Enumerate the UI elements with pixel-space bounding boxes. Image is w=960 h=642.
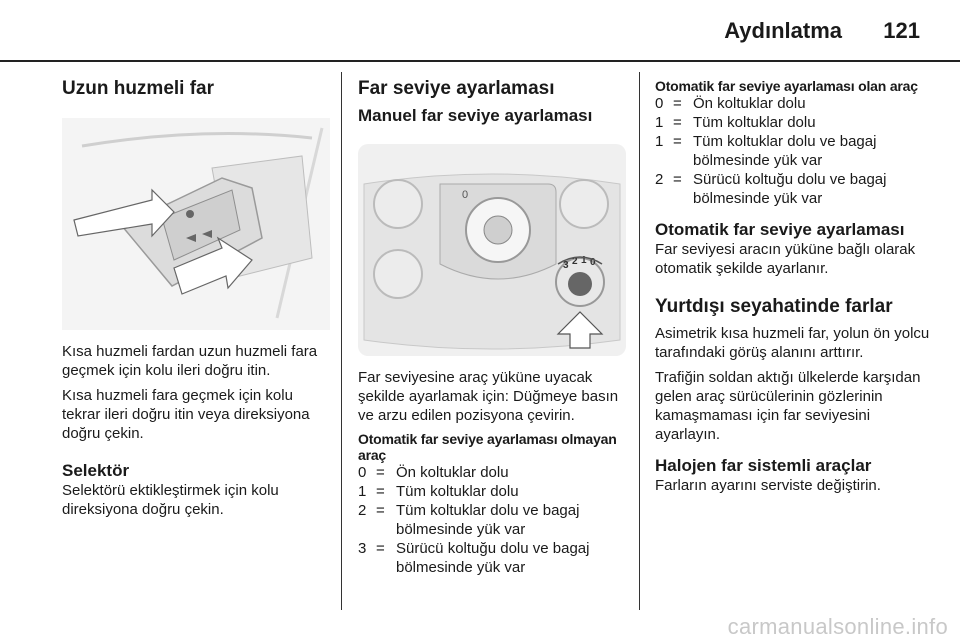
- dial-label-3: 3: [563, 260, 569, 271]
- running-title: Aydınlatma: [724, 18, 842, 43]
- legend-title-no-auto: Otomatik far seviye ayarlaması olmayan araç: [358, 431, 617, 463]
- legend-text: Sürücü koltuğu dolu ve bagaj bölmesinde yük var: [693, 171, 887, 207]
- switch-zero-label: 0: [462, 189, 469, 201]
- dial-label-2: 2: [572, 256, 578, 267]
- halogen-para: Farların ayarını serviste değiştirin.: [655, 477, 881, 494]
- legend-text: Tüm koltuklar dolu: [693, 114, 816, 131]
- column-divider-2: [639, 72, 640, 610]
- legend-text: Ön koltuklar dolu: [396, 464, 509, 481]
- legend-item: [655, 94, 935, 113]
- legend-item: [655, 132, 935, 170]
- legend-eq: =: [376, 483, 385, 500]
- dial-label-0: 0: [590, 257, 596, 268]
- abroad-para-2: Trafiğin soldan aktığı ülkelerde karşıdan gelen araç sürücülerinin gözlerinin kamaşmaması için far seviyesini ayarlayın.: [655, 369, 921, 443]
- section-heading-high-beam: Uzun huzmeli far: [62, 78, 215, 99]
- watermark: carmanualsonline.info: [727, 614, 948, 639]
- light-switch-panel-icon: [358, 144, 626, 356]
- column-2: [358, 70, 626, 577]
- manual-range-para: Far seviyesine araç yüküne uyacak şekilde ayarlamak için: Düğmeye basın ve arzu edilen pozisyona çevirin.: [358, 369, 619, 424]
- legend-item: [358, 539, 626, 577]
- column-divider-1: [341, 72, 342, 610]
- legend-eq: =: [673, 114, 682, 131]
- legend-item: [655, 113, 935, 132]
- legend-text: Sürücü koltuğu dolu ve bagaj bölmesinde yük var: [396, 540, 590, 576]
- subheading-auto-range: Otomatik far seviye ayarlaması: [655, 220, 905, 239]
- subheading-flash: Selektör: [62, 461, 130, 480]
- legend-eq: =: [376, 464, 385, 481]
- section-heading-headlight-range: Far seviye ayarlaması: [358, 78, 555, 99]
- auto-range-para: Far seviyesi aracın yüküne bağlı olarak otomatik şekilde ayarlanır.: [655, 241, 916, 277]
- light-switch-figure: [358, 144, 626, 356]
- legend-text: Tüm koltuklar dolu ve bagaj bölmesinde yük var: [396, 502, 580, 538]
- legend-list-no-auto: [358, 463, 626, 577]
- legend-key: 2: [655, 171, 664, 188]
- page-number: 121: [883, 18, 920, 43]
- high-beam-lever-icon: [62, 118, 330, 330]
- legend-text: Tüm koltuklar dolu: [396, 483, 519, 500]
- high-beam-para-2: Kısa huzmeli fara geçmek için kolu tekrar ileri doğru itin veya direksiyona doğru çekin.: [62, 387, 310, 442]
- legend-key: 1: [358, 483, 367, 500]
- legend-text: Ön koltuklar dolu: [693, 95, 806, 112]
- legend-eq: =: [673, 133, 682, 150]
- high-beam-lever-figure: [62, 118, 330, 330]
- abroad-para-1: Asimetrik kısa huzmeli far, yolun ön yolcu tarafındaki görüş alanını arttırır.: [655, 325, 930, 361]
- legend-key: 1: [655, 133, 664, 150]
- legend-key: 2: [358, 502, 367, 519]
- dial-label-1: 1: [581, 255, 587, 266]
- legend-item: [358, 482, 626, 501]
- legend-key: 0: [358, 464, 367, 481]
- legend-eq: =: [376, 502, 385, 519]
- section-heading-abroad: Yurtdışı seyahatinde farlar: [655, 296, 893, 317]
- legend-text: Tüm koltuklar dolu ve bagaj bölmesinde yük var: [693, 133, 877, 169]
- legend-eq: =: [376, 540, 385, 557]
- legend-key: 0: [655, 95, 664, 112]
- legend-list-auto: [655, 94, 935, 208]
- legend-key: 1: [655, 114, 664, 131]
- legend-item: [358, 501, 626, 539]
- subheading-manual-range: Manuel far seviye ayarlaması: [358, 106, 593, 125]
- legend-eq: =: [673, 95, 682, 112]
- legend-item: [655, 170, 935, 208]
- high-beam-para-1: Kısa huzmeli fardan uzun huzmeli fara geçmek için kolu ileri doğru itin.: [62, 343, 318, 379]
- legend-title-auto: Otomatik far seviye ayarlaması olan araç: [655, 78, 918, 94]
- legend-eq: =: [673, 171, 682, 188]
- flash-para: Selektörü ektikleştirmek için kolu direksiyona doğru çekin.: [62, 482, 279, 518]
- legend-item: [358, 463, 626, 482]
- legend-key: 3: [358, 540, 367, 557]
- column-3: [655, 70, 935, 495]
- subheading-halogen: Halojen far sistemli araçlar: [655, 456, 872, 475]
- header-rule: [0, 60, 960, 62]
- column-1: [62, 70, 330, 519]
